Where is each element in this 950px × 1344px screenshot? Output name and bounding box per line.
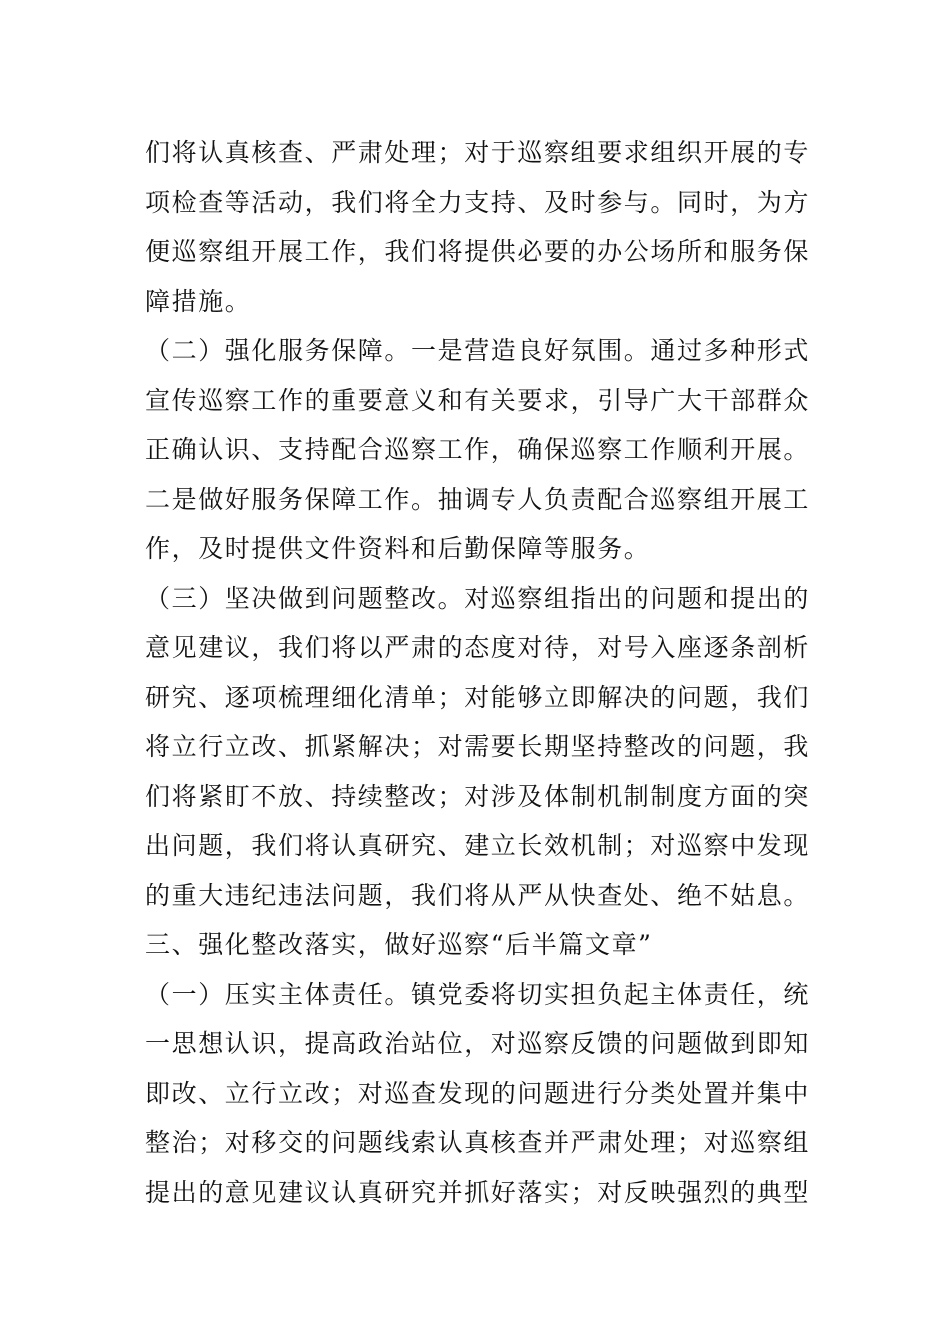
paragraph-problem-rectification: （三）坚决做到问题整改。对巡察组指出的问题和提出的意见建议，我们将以严肃的态度对待，对号入座逐条剖析研究、逐项梳理细化清单；对能够立即解决的问题，我们将立行立改、抓紧解决；对需要长期坚持整改的问题，我们将紧盯不放、持续整改；对涉及体制机制制度方面的突出问题，我们将认真研究、建立长效机制；对巡察中发现的重大违纪违法问题，我们将从严从快查处、绝不姑息。 (145, 583, 811, 910)
paragraph-main-responsibility: （一）压实主体责任。镇党委将切实担负起主体责任，统一思想认识，提高政治站位，对巡察反馈的问题做到即知即改、立行立改；对巡查发现的问题进行分类处置并集中整治；对移交的问题线索认真核查并严肃处理；对巡察组提出的意见建议认真研究并抓好落实；对反映强烈的典型 (145, 979, 811, 1207)
paragraph-service-guarantee: （二）强化服务保障。一是营造良好氛围。通过多种形式宣传巡察工作的重要意义和有关要求，引导广大干部群众正确认识、支持配合巡察工作，确保巡察工作顺利开展。二是做好服务保障工作。抽调专人负责配合巡察组开展工作，及时提供文件资料和后勤保障等服务。 (145, 336, 811, 563)
document-body (145, 128, 810, 1217)
section-heading-three: 三、强化整改落实，做好巡察“后半篇文章” (145, 930, 653, 959)
paragraph-continuation: 们将认真核查、严肃处理；对于巡察组要求组织开展的专项检查等活动，我们将全力支持、及时参与。同时，为方便巡察组开展工作，我们将提供必要的办公场所和服务保障措施。 (145, 138, 811, 316)
